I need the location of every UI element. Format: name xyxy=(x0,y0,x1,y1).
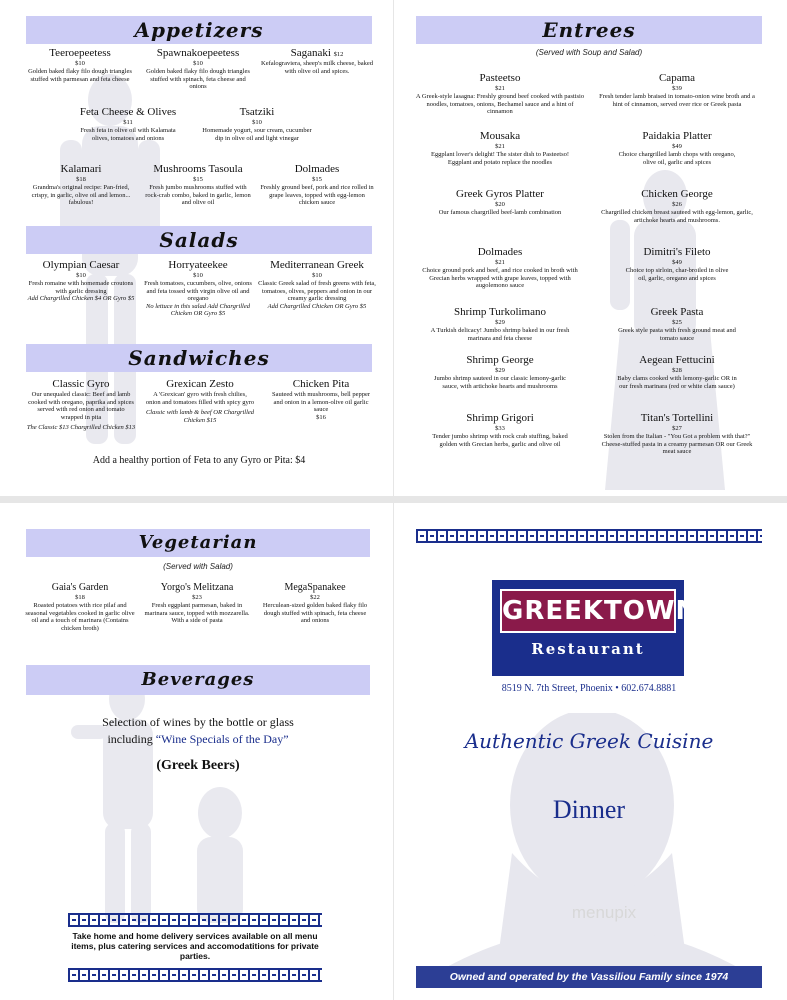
item-name: Chicken Pita xyxy=(292,378,350,390)
item-name: MegaSpanakee xyxy=(284,582,346,593)
menu-item xyxy=(258,259,376,310)
item-price: $15 xyxy=(312,176,322,183)
menu-item xyxy=(26,259,136,303)
menu-item xyxy=(414,246,586,290)
item-price: $15 xyxy=(193,176,203,183)
item-price: $10 xyxy=(193,272,203,279)
item-price: $16 xyxy=(316,413,326,421)
menu-item xyxy=(24,581,136,632)
menu-item xyxy=(596,188,758,224)
menu-item xyxy=(424,412,576,448)
menu-item xyxy=(258,47,376,75)
appetizers-header: Appetizers xyxy=(26,16,372,44)
menu-item xyxy=(430,188,570,217)
item-description: Choice chargrilled lamb chops with oregano, olive oil, garlic and spices xyxy=(618,151,736,166)
wine-specials-prefix: including xyxy=(107,732,156,746)
menu-item xyxy=(430,130,570,166)
menu-page-entrees xyxy=(394,0,787,496)
item-description: Choice ground pork and beef, and rice cooked in broth with Grecian herbs wrapped with grape leaves, topped with augolemono sauce xyxy=(422,267,578,290)
menu-page-cover xyxy=(394,503,787,1000)
menu-item xyxy=(596,412,758,456)
entrees-header: Entrees xyxy=(416,16,762,44)
vegetarian-header: Vegetarian xyxy=(26,529,370,557)
item-name: Classic Gyro xyxy=(52,378,110,390)
item-description: Fresh romaine with homemade croutons with garlic dressing xyxy=(28,280,134,295)
item-addon: No lettuce in this salad Add Chargrilled Chicken OR Gyro $5 xyxy=(146,302,250,318)
item-description: Tender jumbo shrimp with rock crab stuffing, baked golden with Grecian herbs, garlic and olive oil xyxy=(432,433,568,448)
item-name: Olympian Caesar xyxy=(42,259,120,271)
item-price: $18 xyxy=(76,176,86,183)
item-description: Fresh eggplant parmesan, baked in marinara sauce, topped with mozzarella. With a side of pasta xyxy=(144,602,250,625)
item-description: Golden baked flaky filo dough triangles stuffed with spinach, feta cheese and onions xyxy=(146,68,250,91)
menu-item xyxy=(414,72,586,116)
menu-item xyxy=(430,354,570,390)
item-description: Fresh tomatoes, cucumbers, olive, onions and feta tossed with virgin olive oil and oregano xyxy=(144,280,252,303)
item-name: Yorgo's Melitzana xyxy=(160,582,234,593)
item-name: Spawnakoepeetess xyxy=(156,47,240,59)
item-name: Greek Gyros Platter xyxy=(456,188,544,200)
item-price: $49 xyxy=(672,259,682,266)
vegetarian-subtitle: (Served with Salad) xyxy=(163,562,233,571)
meal-title: Dinner xyxy=(552,795,626,824)
item-name: Grexican Zesto xyxy=(166,378,234,390)
item-price: $18 xyxy=(75,594,85,601)
menu-item xyxy=(616,306,738,342)
item-description: Homemade yogurt, sour cream, cucumber dip in olive oil and light vinegar xyxy=(202,127,312,142)
greektown-logo xyxy=(492,580,699,676)
item-name: Mediterranean Greek xyxy=(270,259,364,271)
item-description: Sauteed with mushrooms, bell pepper and onion in a lemon-olive oil garlic sauce xyxy=(271,391,371,414)
item-price: $33 xyxy=(495,425,505,432)
item-name: Teeroepeetess xyxy=(49,47,111,59)
wines-line: Selection of wines by the bottle or glass xyxy=(102,715,294,729)
tagline: Authentic Greek Cuisine xyxy=(464,729,714,753)
item-description: Jumbo shrimp sauteed in our classic lemony-garlic sauce, with artichoke hearts and mushrooms xyxy=(433,375,567,390)
item-description: Our unequaled classic: Beef and lamb cooked with oregano, paprika and spices served with red onion and tomato wrapped in pita xyxy=(28,391,134,421)
logo-main-text: GREEKTOWN xyxy=(500,589,676,633)
item-description: Chargrilled chicken breast sauteed with egg-lemon, garlic, artichoke hearts and mushrooms. xyxy=(601,209,753,224)
item-price: $10 xyxy=(75,60,85,67)
item-price: $49 xyxy=(672,143,682,150)
item-price: $27 xyxy=(672,425,682,432)
menu-item xyxy=(268,378,374,422)
greek-key-border-bottom xyxy=(68,968,322,982)
item-name: Kalamari xyxy=(60,163,102,175)
item-price: $10 xyxy=(312,272,322,279)
address-phone: 8519 N. 7th Street, Phoenix • 602.674.8881 xyxy=(501,683,677,694)
item-price: $23 xyxy=(192,594,202,601)
item-description: Grandma's original recipe: Pan-fried, crispy, in garlic, olive oil and lemon... fabulous! xyxy=(31,184,131,207)
item-name: Dolmades xyxy=(477,246,523,258)
menu-item xyxy=(26,378,136,432)
item-addon: Add Chargrilled Chicken $4 OR Gyro $5 xyxy=(27,295,135,303)
item-price: $26 xyxy=(672,201,682,208)
item-price: $25 xyxy=(672,319,682,326)
item-name: Paidakia Platter xyxy=(642,130,712,142)
item-price: $20 xyxy=(495,201,505,208)
menu-item xyxy=(26,163,136,207)
item-name: Saganaki xyxy=(290,47,331,59)
takeout-notice: Take home and home delivery services available on all menu items, plus catering services and accomodatitions for private parties. xyxy=(71,931,319,961)
item-description: Freshly ground beef, pork and rice rolled in grape leaves, topped with egg-lemon chicken sauce xyxy=(260,184,374,207)
item-addon: The Classic $13 Chargrilled Chicken $13 xyxy=(26,424,136,432)
item-description: Stolen from the Italian - "You Got a problem with that?" Cheese-stuffed pasta in a creamy parmesan OR our Greek meat sauce xyxy=(601,433,753,456)
menu-item xyxy=(260,163,374,207)
menu-item xyxy=(598,72,756,108)
item-description: Fresh jumbo mushrooms stuffed with rock-crab combo, baked in garlic, lemon and olive oil xyxy=(145,184,251,207)
wine-specials-text: “Wine Specials of the Day” xyxy=(155,732,289,746)
item-description: Roasted potatoes with rice pilaf and seasonal vegetables cooked in garlic olive oil and a touch of marinara (Contains chicken broth) xyxy=(25,602,135,632)
menu-item xyxy=(198,106,316,142)
item-description: Fresh tender lamb braised in tomato-onion wine broth and a hint of cinnamon, served over rice or Greek pasta xyxy=(599,93,755,108)
item-price: $10 xyxy=(252,119,262,126)
feta-addon-note: Add a healthy portion of Feta to any Gyro or Pita: $4 xyxy=(92,455,306,466)
item-description: A 'Grexican' gyro with fresh chilies, onion and tomatoes filled with spicy gyro xyxy=(145,391,255,406)
menu-item xyxy=(260,581,370,625)
sandwiches-header: Sandwiches xyxy=(26,344,372,372)
item-description: Kefalograviera, sheep's milk cheese, baked with olive oil and spices. xyxy=(261,60,373,75)
menu-item xyxy=(424,306,576,342)
item-name: Shrimp Turkolimano xyxy=(454,306,546,318)
item-description: Herculean-sized golden baked flaky filo dough stuffed with spinach, feta cheese and onions xyxy=(262,602,368,625)
item-price: $10 xyxy=(76,272,86,279)
item-price: $29 xyxy=(495,367,505,374)
menu-page-appetizers-salads-sandwiches xyxy=(0,0,393,496)
item-price: $21 xyxy=(495,85,505,92)
menu-item xyxy=(142,581,252,625)
item-name: Capama xyxy=(658,72,696,84)
item-name: Titan's Tortellini xyxy=(640,412,714,424)
item-price: $29 xyxy=(495,319,505,326)
item-price: $10 xyxy=(193,60,203,67)
item-name: Mushrooms Tasoula xyxy=(153,163,243,175)
item-price: $39 xyxy=(672,85,682,92)
item-price: $11 xyxy=(123,119,133,126)
item-description: Fresh feta in olive oil with Kalamata olives, tomatoes and onions xyxy=(80,127,176,142)
item-addon: Classic with lamb & beef OR Chargrilled Chicken $15 xyxy=(145,409,255,424)
item-name: Greek Pasta xyxy=(650,306,704,318)
menu-item xyxy=(142,47,254,91)
item-description: Eggplant lover's delight! The sister dish to Pasteetso! Eggplant and potato replace the noodles xyxy=(430,151,570,166)
item-description: Our famous chargrilled beef-lamb combination xyxy=(438,209,562,216)
beverages-header: Beverages xyxy=(26,665,370,695)
menu-item xyxy=(72,106,184,142)
menu-item xyxy=(142,163,254,207)
statue-watermark-icon xyxy=(55,673,255,923)
menu-item xyxy=(142,259,254,318)
item-name: Chicken George xyxy=(641,188,713,200)
menu-page-vegetarian-beverages xyxy=(0,503,393,1000)
item-name: Dolmades xyxy=(294,163,340,175)
logo-sub-text: Restaurant xyxy=(531,640,645,658)
greek-beers-line: (Greek Beers) xyxy=(156,758,240,773)
item-name: Feta Cheese & Olives xyxy=(79,106,177,118)
item-name: Dimitri's Fileto xyxy=(643,246,711,258)
item-price: $12 xyxy=(333,51,344,58)
item-price: $22 xyxy=(310,594,320,601)
entrees-subtitle: (Served with Soup and Salad) xyxy=(535,48,643,57)
item-name: Tsatziki xyxy=(239,106,275,118)
item-description: Golden baked flaky filo dough triangles stuffed with parmesan and feta cheese xyxy=(28,68,132,83)
salads-header: Salads xyxy=(26,226,372,254)
menu-item xyxy=(24,47,136,83)
greek-key-border-top xyxy=(68,913,322,927)
menu-item xyxy=(622,246,732,282)
item-name: Shrimp George xyxy=(466,354,534,366)
item-price: $21 xyxy=(495,143,505,150)
item-name: Shrimp Grigori xyxy=(466,412,534,424)
family-owned-banner: Owned and operated by the Vassiliou Family since 1974 xyxy=(416,966,762,988)
item-name: Horryateekee xyxy=(168,259,228,271)
menupix-watermark: menupix xyxy=(571,903,637,922)
item-price: $21 xyxy=(495,259,505,266)
item-description: Baby clams cooked with lemony-garlic OR in our fresh marinara (red or white clam sauce) xyxy=(617,375,737,390)
item-name: Aegean Fettucini xyxy=(639,354,715,366)
item-price: $28 xyxy=(672,367,682,374)
wine-specials-line xyxy=(26,732,370,747)
item-name: Mousaka xyxy=(479,130,521,142)
greek-key-border-top xyxy=(416,529,762,543)
menu-item xyxy=(614,354,740,390)
item-description: A Turkish delicacy! Jumbo shrimp baked in our fresh marinara and feta cheese xyxy=(430,327,570,342)
item-addon: Add Chargrilled Chicken OR Gyro $5 xyxy=(267,302,367,310)
item-description: Greek style pasta with fresh ground meat and tomato sauce xyxy=(618,327,736,342)
menu-item xyxy=(145,378,255,424)
item-description: A Greek-style lasagna: Freshly ground beef cooked with pastisio noodles, tomatoes, onions, Bechamel sauce and a hint of cinnamon xyxy=(415,93,585,116)
page-gutter-horizontal xyxy=(0,496,787,503)
item-name: Pasteetso xyxy=(479,72,521,84)
item-description: Classic Greek salad of fresh greens with feta, tomatoes, olives, peppers and onion in our creamy garlic dressing xyxy=(258,280,376,303)
item-description: Choice top sirloin, char-broiled in olive oil, garlic, oregano and spices xyxy=(625,267,729,282)
item-name: Gaia's Garden xyxy=(51,582,109,593)
menu-item xyxy=(618,130,736,166)
